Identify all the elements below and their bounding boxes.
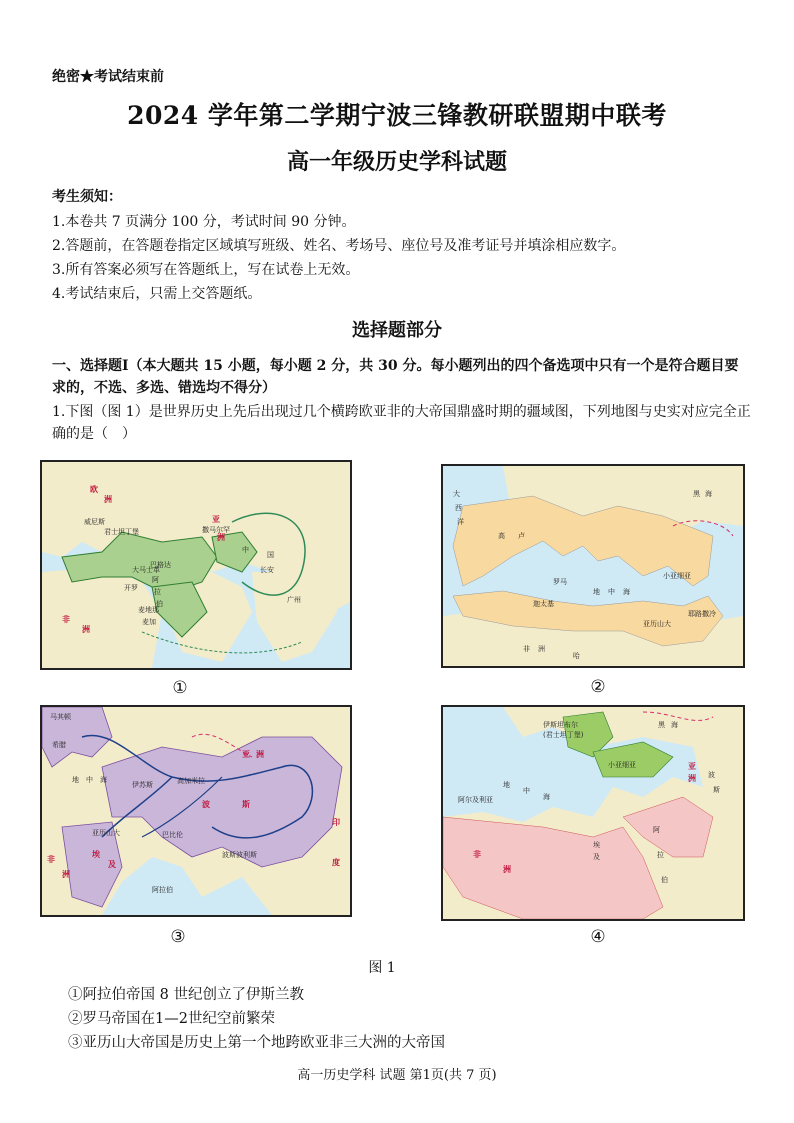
map-label: 地 (72, 776, 79, 784)
map-marker-1: ① (172, 678, 188, 698)
map-label: 埃 (593, 841, 600, 849)
confidential-label: 绝密★考试结束前 (52, 69, 164, 85)
map-label: 伯 (661, 876, 668, 884)
map-label: 大马士革 (132, 566, 160, 574)
map-label: 高加米拉 (177, 777, 205, 785)
map-label: 耶路撒冷 (688, 610, 716, 618)
map-label: 威尼斯 (84, 518, 105, 526)
map-label: 非 (523, 645, 530, 653)
map-label: 及 (593, 853, 600, 861)
map-label: 希腊 (52, 741, 66, 749)
map-label: 斯 (242, 800, 250, 809)
map-label: 伊斯坦布尔 (543, 721, 578, 729)
map-label: 撒马尔罕 (202, 526, 230, 534)
map-label: 亚历山大 (92, 829, 120, 837)
map-label: 大 (453, 490, 460, 498)
map-label: 亚历山大 (643, 620, 671, 628)
map-label: 巴比伦 (162, 831, 183, 839)
map-label: 洲 (104, 495, 112, 504)
map-label: 迦太基 (533, 600, 554, 608)
map-label: 阿拉伯 (152, 886, 173, 894)
map-label: 洲 (538, 645, 545, 653)
map-label: 地 (503, 781, 510, 789)
map-label: 麦地那 (138, 606, 159, 614)
map-label: 伊苏斯 (132, 781, 153, 789)
exam-title: 2024 学年第二学期宁波三锋教研联盟期中联考 (127, 101, 667, 130)
map-label: 罗马 (553, 578, 567, 586)
answer-option: ①阿拉伯帝国 8 世纪创立了伊斯兰教 (68, 987, 304, 1003)
map-label: 巴格达 (150, 561, 171, 569)
map-label: 埃 (92, 850, 100, 859)
map-label: 印 (332, 818, 340, 827)
question-group-heading: 一、选择题Ⅰ（本大题共 15 小题，每小题 2 分，共 30 分。每小题列出的四个备选项中只有一个是符合题目要求的，不选、多选、错选均不得分） (52, 358, 739, 396)
map-label: 长安 (260, 566, 274, 574)
map-label: 阿 (152, 576, 159, 584)
map-label: 波 (708, 771, 715, 779)
question-1-stem: 1.下图（图 1）是世界历史上先后出现过几个横跨欧亚非的大帝国鼎盛时期的疆域图，下列地图与史实对应完全正确的是（ ） (52, 404, 751, 442)
map-label: 洲 (62, 870, 70, 879)
map-label: 马其顿 (50, 713, 71, 721)
exam-subtitle: 高一年级历史学科试题 (286, 149, 507, 175)
map-label: 洲 (217, 533, 225, 542)
map-label: 中 (86, 776, 93, 784)
notice-heading: 考生须知： (52, 189, 122, 205)
map-label: 洲 (688, 774, 696, 783)
map-label: 海 (543, 793, 550, 801)
map-label: 亚 (212, 515, 220, 524)
map-label: 非 (47, 855, 55, 864)
map-label: 小亚细亚 (608, 761, 636, 769)
map-4-ottoman-empire (441, 705, 745, 921)
map-label: (君士坦丁堡) (543, 731, 584, 739)
map-label: 欧 (90, 485, 98, 494)
map-label: 拉 (154, 588, 161, 596)
map-label: 麦加 (142, 618, 156, 626)
map-label: 中 (523, 787, 530, 795)
map-label: 海 (623, 588, 630, 596)
map-label: 黑 (658, 721, 665, 729)
map-marker-3: ③ (170, 927, 186, 947)
map-label: 高 (498, 532, 505, 540)
map-label: 亚 (242, 750, 250, 759)
map-label: 洲 (503, 865, 511, 874)
map-label: 中 (242, 546, 249, 554)
map-label: 波 (202, 800, 210, 809)
map-label: 小亚细亚 (663, 572, 691, 580)
map-label: 伯 (156, 600, 163, 608)
map-label: 阿尔及利亚 (458, 796, 493, 804)
map-label: 海 (705, 490, 712, 498)
map-label: 君士坦丁堡 (104, 528, 139, 536)
map-label: 斯 (713, 786, 720, 794)
map-marker-2: ② (590, 677, 606, 697)
map-label: 非 (62, 615, 70, 624)
figure-caption: 图 1 (368, 960, 396, 976)
map-3-alexander-empire (40, 705, 352, 917)
map-2-roman-empire (441, 464, 745, 668)
map-label: 卢 (518, 532, 525, 540)
map-label: 阿 (653, 826, 660, 834)
map-label: 拉 (657, 851, 664, 859)
notice-item: 4.考试结束后，只需上交答题纸。 (52, 286, 262, 302)
page-footer: 高一历史学科 试题 第1页(共 7 页) (297, 1068, 497, 1083)
map-marker-4: ④ (590, 927, 606, 947)
map-label: 亚 (688, 762, 696, 771)
map-label: 黑 (693, 490, 700, 498)
map-label: 海 (671, 721, 678, 729)
answer-option: ②罗马帝国在1—2世纪空前繁荣 (68, 1011, 275, 1027)
map-label: 洋 (457, 518, 464, 526)
map-label: 海 (100, 776, 107, 784)
map-label: 波斯波利斯 (222, 851, 257, 859)
map-label: 开罗 (124, 584, 138, 592)
map-label: 洲 (82, 625, 90, 634)
map-label: 地 (593, 588, 600, 596)
map-label: 及 (108, 860, 116, 869)
map-label: 度 (332, 858, 340, 867)
map-label: 中 (608, 588, 615, 596)
notice-item: 1.本卷共 7 页满分 100 分，考试时间 90 分钟。 (52, 214, 356, 230)
answer-option: ③亚历山大帝国是历史上第一个地跨欧亚非三大洲的大帝国 (68, 1035, 445, 1051)
map-label: 非 (473, 850, 481, 859)
map-label: 洲 (256, 750, 264, 759)
map-label: 国 (267, 551, 274, 559)
map-1-arab-empire (40, 460, 352, 670)
notice-item: 3.所有答案必须写在答题纸上，写在试卷上无效。 (52, 262, 360, 278)
notice-item: 2.答题前，在答题卷指定区域填写班级、姓名、考场号、座位号及准考证号并填涂相应数字。 (52, 238, 626, 254)
section-title: 选择题部分 (352, 320, 442, 341)
map-label: 西 (455, 504, 462, 512)
map-label: 哈 (573, 652, 580, 660)
map-label: 广州 (287, 596, 301, 604)
